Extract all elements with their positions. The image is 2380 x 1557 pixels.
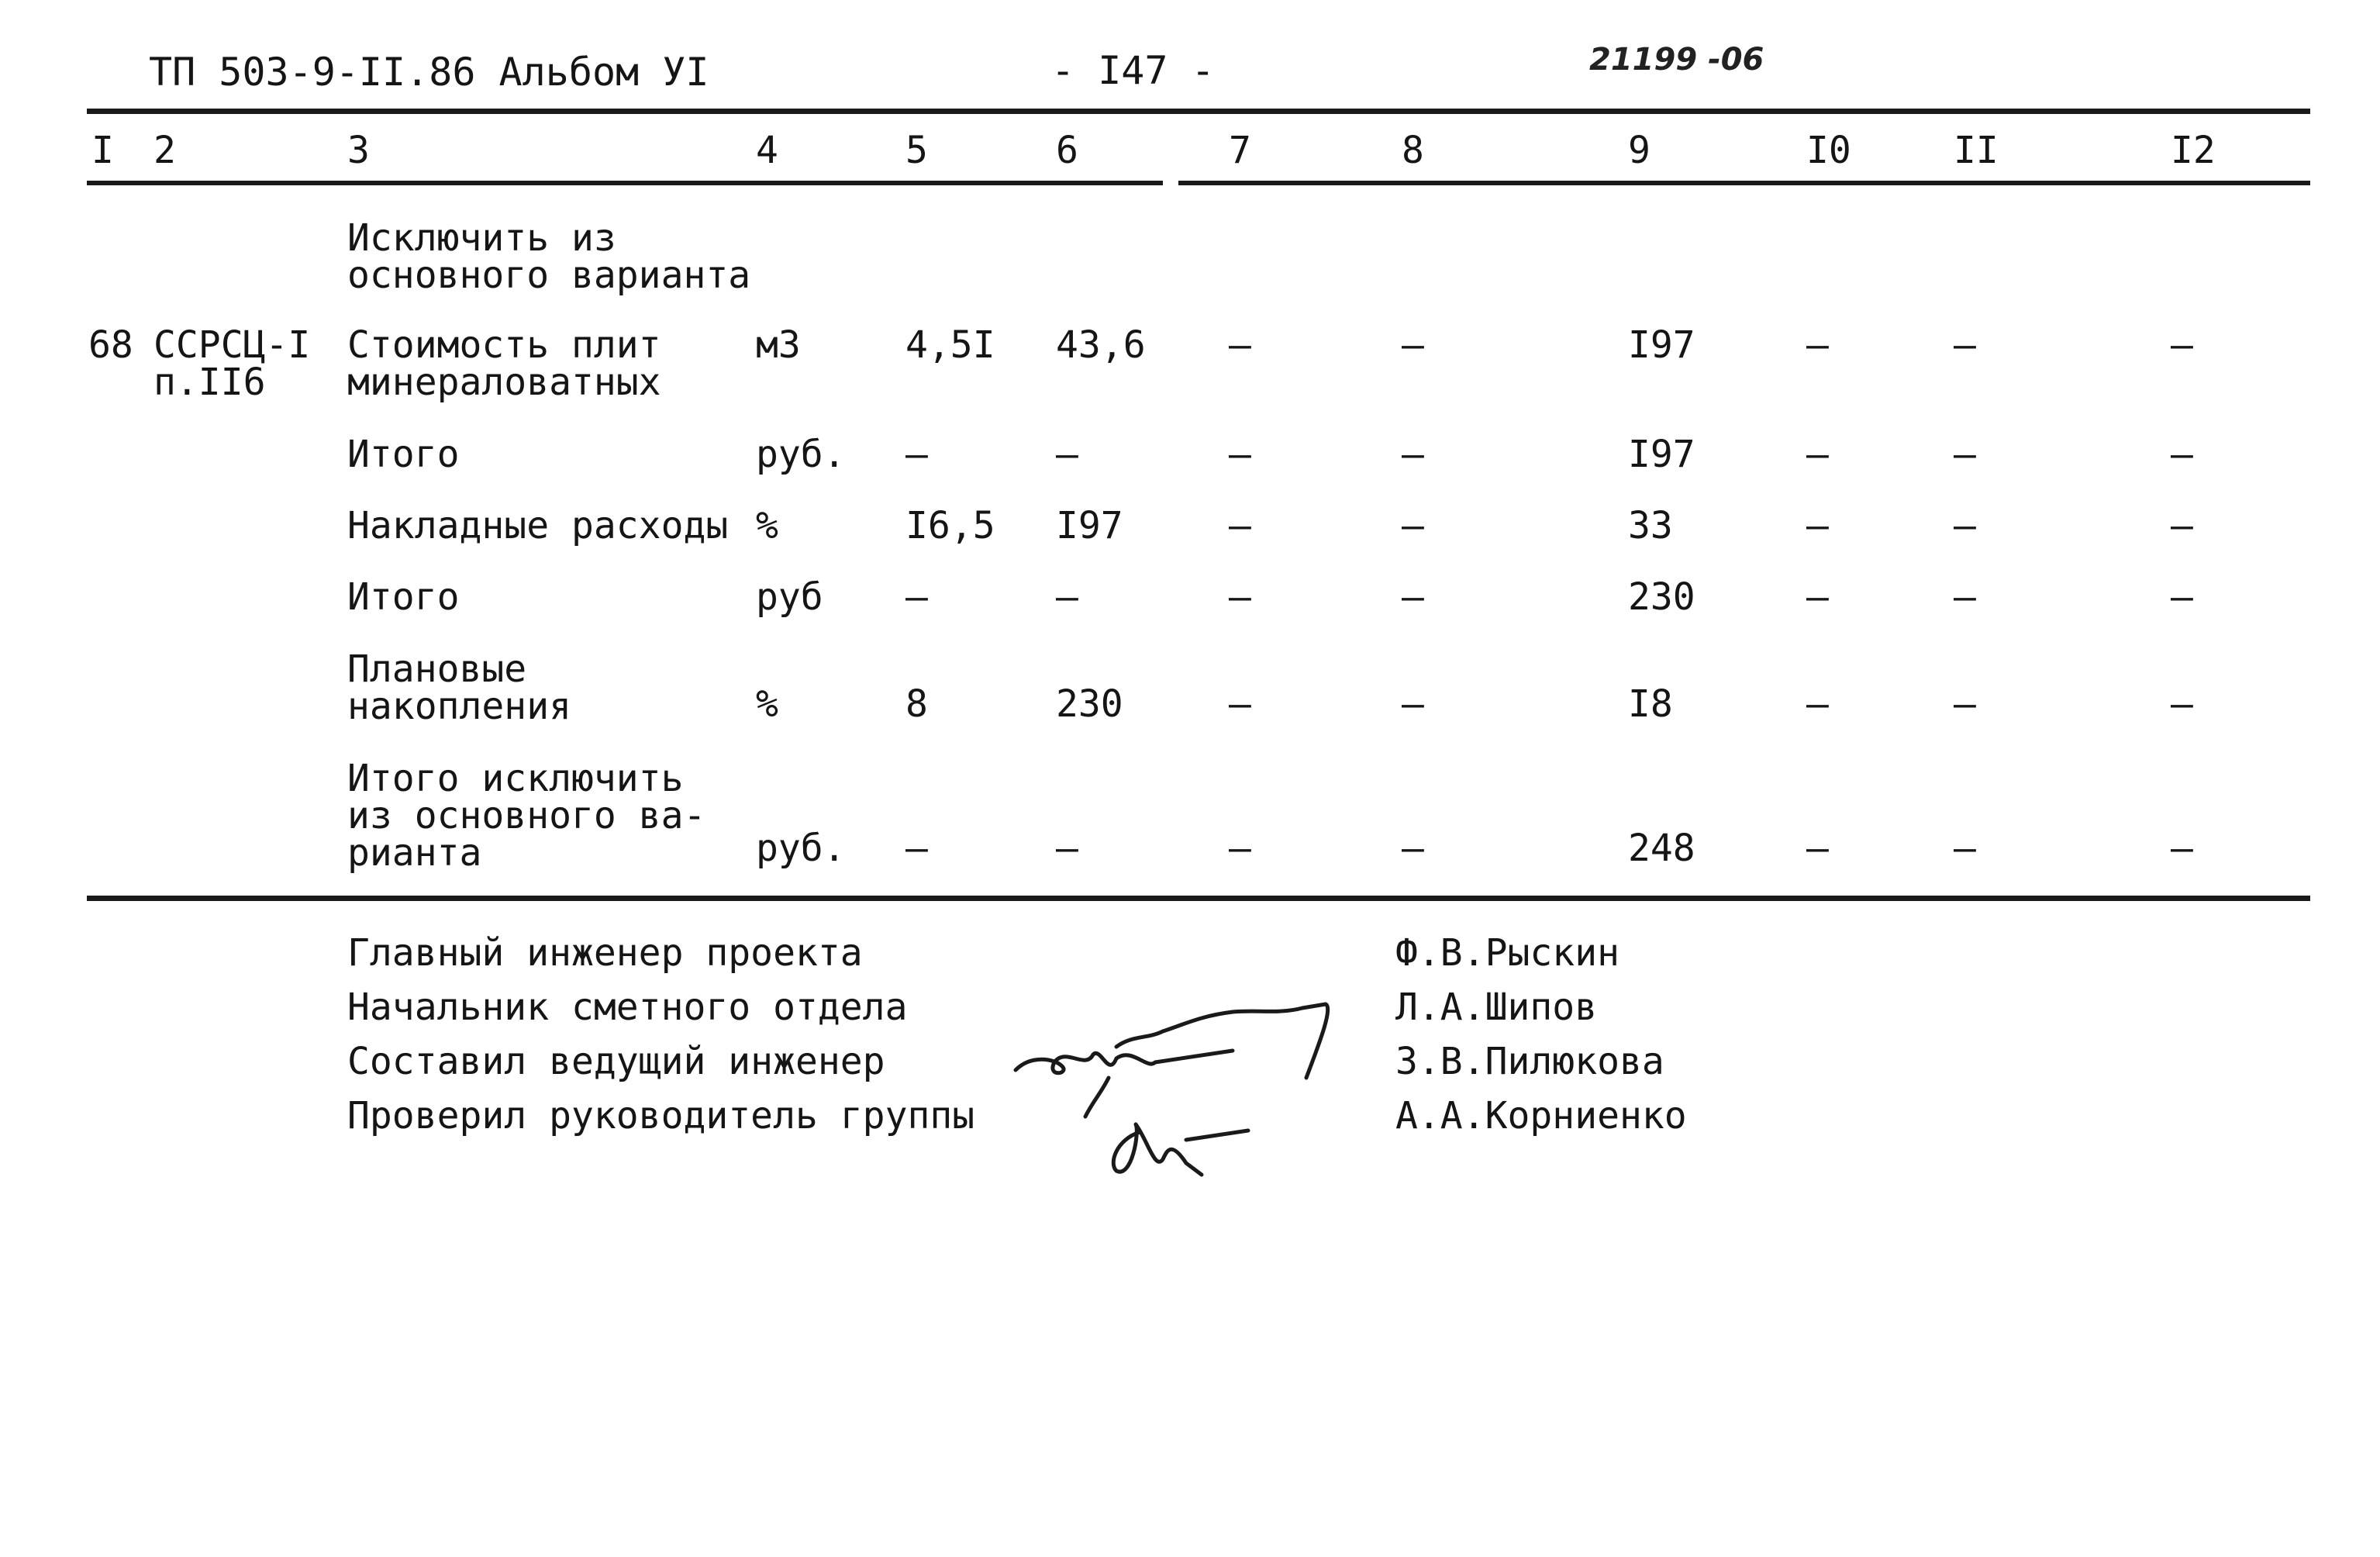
column-header-rule-right xyxy=(1178,181,2310,185)
cell-c5: – xyxy=(905,575,928,619)
cell-unit: % xyxy=(756,504,778,547)
cell-unit: руб. xyxy=(756,433,846,476)
signature-role: Главный инженер проекта xyxy=(347,931,863,975)
cell-c10: – xyxy=(1806,323,1829,367)
cell-c5: – xyxy=(905,433,928,476)
cell-c12: – xyxy=(2171,682,2193,726)
item-name: Итого xyxy=(347,575,460,619)
cell-c6: 43,6 xyxy=(1056,323,1146,367)
top-rule xyxy=(87,109,2310,114)
cell-c5: 8 xyxy=(905,682,928,726)
column-number: 6 xyxy=(1056,129,1078,172)
cell-c7: – xyxy=(1229,323,1251,367)
cell-unit: руб. xyxy=(756,827,846,870)
cell-c10: – xyxy=(1806,575,1829,619)
item-name: Плановые накопления xyxy=(347,647,571,728)
cell-c11: – xyxy=(1954,682,1976,726)
cell-c8: – xyxy=(1402,827,1424,870)
cell-c9: 33 xyxy=(1628,504,1673,547)
cell-c10: – xyxy=(1806,827,1829,870)
norm-code: ССРСЦ-I п.II6 xyxy=(153,323,311,404)
cell-c12: – xyxy=(2171,504,2193,547)
handwritten-signature xyxy=(1000,961,1388,1194)
column-number: 5 xyxy=(905,129,928,172)
item-name: Итого исключить из основного ва- рианта xyxy=(347,757,706,875)
column-header-rule-left xyxy=(87,181,1163,185)
column-number: I xyxy=(91,129,114,172)
cell-c9: I97 xyxy=(1628,323,1695,367)
cell-c12: – xyxy=(2171,433,2193,476)
cell-c6: 230 xyxy=(1056,682,1123,726)
item-name: Стоимость плит минераловатных xyxy=(347,323,661,404)
cell-c9: I97 xyxy=(1628,433,1695,476)
column-number: 7 xyxy=(1229,129,1251,172)
signature-role: Проверил руководитель группы xyxy=(347,1094,975,1138)
column-number: 9 xyxy=(1628,129,1650,172)
cell-c7: – xyxy=(1229,433,1251,476)
section-title: Исключить из основного варианта xyxy=(347,216,751,297)
cell-c10: – xyxy=(1806,682,1829,726)
cell-c11: – xyxy=(1954,433,1976,476)
cell-c7: – xyxy=(1229,827,1251,870)
document-reference: ТП 503-9-II.86 Альбом УI xyxy=(149,50,709,95)
cell-c8: – xyxy=(1402,323,1424,367)
cell-c6: – xyxy=(1056,433,1078,476)
table-bottom-rule xyxy=(87,896,2310,901)
column-number: 3 xyxy=(347,129,370,172)
signature-name: Ф.В.Рыскин xyxy=(1395,931,1619,975)
signature-name: Л.А.Шипов xyxy=(1395,986,1598,1029)
signature-name: З.В.Пилюкова xyxy=(1395,1040,1664,1083)
cell-unit: % xyxy=(756,682,778,726)
item-name: Накладные расходы xyxy=(347,504,729,547)
cell-unit: м3 xyxy=(756,323,801,367)
handwritten-code: 21199 -06 xyxy=(1589,42,1764,78)
page-number: - I47 - xyxy=(1051,48,1215,93)
column-number: 2 xyxy=(153,129,176,172)
row-number: 68 xyxy=(88,323,133,367)
cell-c12: – xyxy=(2171,323,2193,367)
cell-c9: 248 xyxy=(1628,827,1695,870)
cell-c9: 230 xyxy=(1628,575,1695,619)
cell-c8: – xyxy=(1402,575,1424,619)
cell-c12: – xyxy=(2171,575,2193,619)
column-number: 8 xyxy=(1402,129,1424,172)
cell-c7: – xyxy=(1229,504,1251,547)
column-number: 4 xyxy=(756,129,778,172)
column-number: II xyxy=(1954,129,1999,172)
cell-c8: – xyxy=(1402,682,1424,726)
cell-c7: – xyxy=(1229,575,1251,619)
cell-c10: – xyxy=(1806,504,1829,547)
cell-c11: – xyxy=(1954,323,1976,367)
cell-c6: – xyxy=(1056,827,1078,870)
cell-c12: – xyxy=(2171,827,2193,870)
cell-c9: I8 xyxy=(1628,682,1673,726)
cell-c6: I97 xyxy=(1056,504,1123,547)
cell-c5: – xyxy=(905,827,928,870)
cell-c5: 4,5I xyxy=(905,323,995,367)
cell-c7: – xyxy=(1229,682,1251,726)
cell-c11: – xyxy=(1954,827,1976,870)
signature-name: А.А.Корниенко xyxy=(1395,1094,1687,1138)
column-number: I2 xyxy=(2171,129,2216,172)
cell-c11: – xyxy=(1954,504,1976,547)
item-name: Итого xyxy=(347,433,460,476)
cell-c5: I6,5 xyxy=(905,504,995,547)
cell-c11: – xyxy=(1954,575,1976,619)
signature-role: Начальник сметного отдела xyxy=(347,986,908,1029)
cell-c8: – xyxy=(1402,433,1424,476)
signature-role: Составил ведущий инженер xyxy=(347,1040,885,1083)
cell-c6: – xyxy=(1056,575,1078,619)
cell-c10: – xyxy=(1806,433,1829,476)
cell-c8: – xyxy=(1402,504,1424,547)
cell-unit: руб xyxy=(756,575,823,619)
column-number: I0 xyxy=(1806,129,1851,172)
